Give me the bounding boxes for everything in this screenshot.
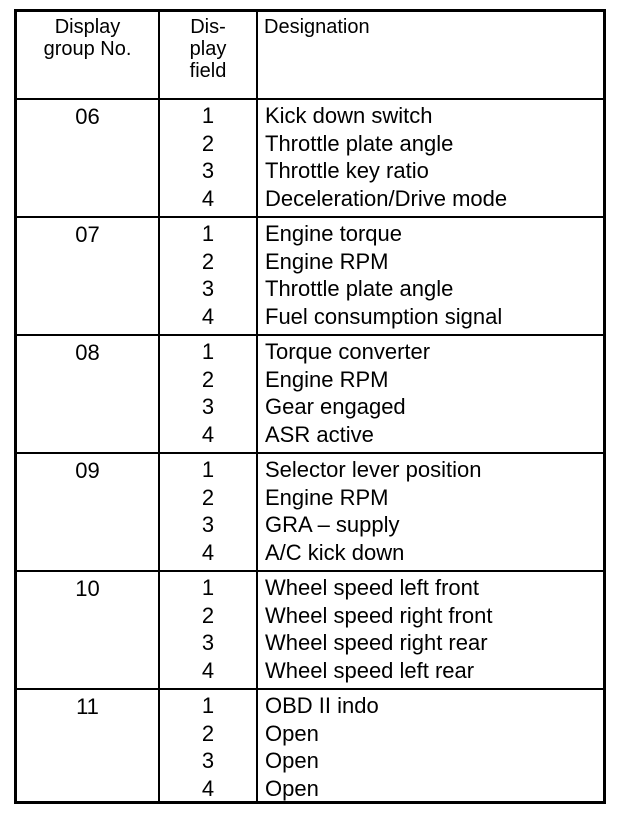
designation: Throttle key ratio [265,158,429,183]
display-field-list [160,338,256,448]
group-divider [17,98,603,100]
display-field-list [160,456,256,566]
group-divider [17,452,603,454]
designation-list [265,692,599,802]
display-field: 3 [201,630,215,655]
designation: Throttle plate angle [265,276,454,301]
display-field: 2 [201,720,215,746]
header-display-group-no [17,16,158,60]
display-field: 2 [201,602,215,628]
display-field: 3 [201,748,215,773]
designation: Gear engaged [265,394,406,419]
display-group-no: 06 [75,104,100,129]
designation: Open [265,775,319,801]
display-field: 4 [201,775,215,801]
group-divider [17,216,603,218]
designation: Torque converter [265,339,431,364]
display-field: 2 [201,366,215,392]
designation: Open [265,748,319,773]
display-field: 4 [201,185,215,211]
designation: ASR active [265,421,374,447]
header-designation: Designation [264,16,370,38]
designation: Fuel consumption signal [265,303,503,329]
designation: Open [265,720,319,746]
designation: Throttle plate angle [265,130,454,156]
header-group-line-2: group No. [43,38,132,60]
designation-list [265,456,599,566]
designation: Engine RPM [265,484,389,510]
designation-list [265,338,599,448]
header-field-line-1: Dis- [190,16,226,38]
display-field: 3 [201,276,215,301]
header-field-line-2: play [189,38,227,60]
display-field-list [160,102,256,212]
display-field: 3 [201,394,215,419]
designation: Engine RPM [265,366,389,392]
designation: OBD II indo [265,693,379,718]
designation: Engine RPM [265,248,389,274]
display-field-list [160,574,256,684]
display-group-no: 10 [75,576,100,601]
column-divider-2 [256,12,258,801]
display-group-no: 11 [76,694,99,719]
designation: Selector lever position [265,457,482,482]
designation-list [265,574,599,684]
display-field-list [160,692,256,802]
display-field: 2 [201,248,215,274]
designation: A/C kick down [265,539,405,565]
display-group-no: 08 [75,340,100,365]
display-field: 3 [201,512,215,537]
group-divider [17,688,603,690]
display-group-table [14,9,606,804]
display-field: 2 [201,484,215,510]
header-field-line-3: field [189,60,227,82]
designation: Engine torque [265,221,402,246]
designation-list [265,220,599,330]
designation: Wheel speed left rear [265,657,475,683]
designation: Wheel speed right front [265,602,493,628]
display-field: 1 [201,103,215,128]
header-display-field [160,16,256,82]
display-group-no: 09 [75,458,100,483]
display-field: 4 [201,539,215,565]
group-divider [17,570,603,572]
designation: Wheel speed right rear [265,630,488,655]
display-field: 4 [201,421,215,447]
display-field-list [160,220,256,330]
display-group-no: 07 [75,222,100,247]
header-group-line-1: Display [54,16,121,38]
display-field: 1 [201,221,215,246]
designation: Wheel speed left front [265,575,480,600]
display-field: 3 [201,158,215,183]
display-field: 1 [201,693,215,718]
designation-list [265,102,599,212]
display-field: 4 [201,303,215,329]
designation: Deceleration/Drive mode [265,185,508,211]
display-field: 1 [201,339,215,364]
display-field: 1 [201,575,215,600]
designation: GRA – supply [265,512,400,537]
display-field: 1 [201,457,215,482]
designation: Kick down switch [265,103,433,128]
group-divider [17,334,603,336]
display-field: 4 [201,657,215,683]
display-field: 2 [201,130,215,156]
